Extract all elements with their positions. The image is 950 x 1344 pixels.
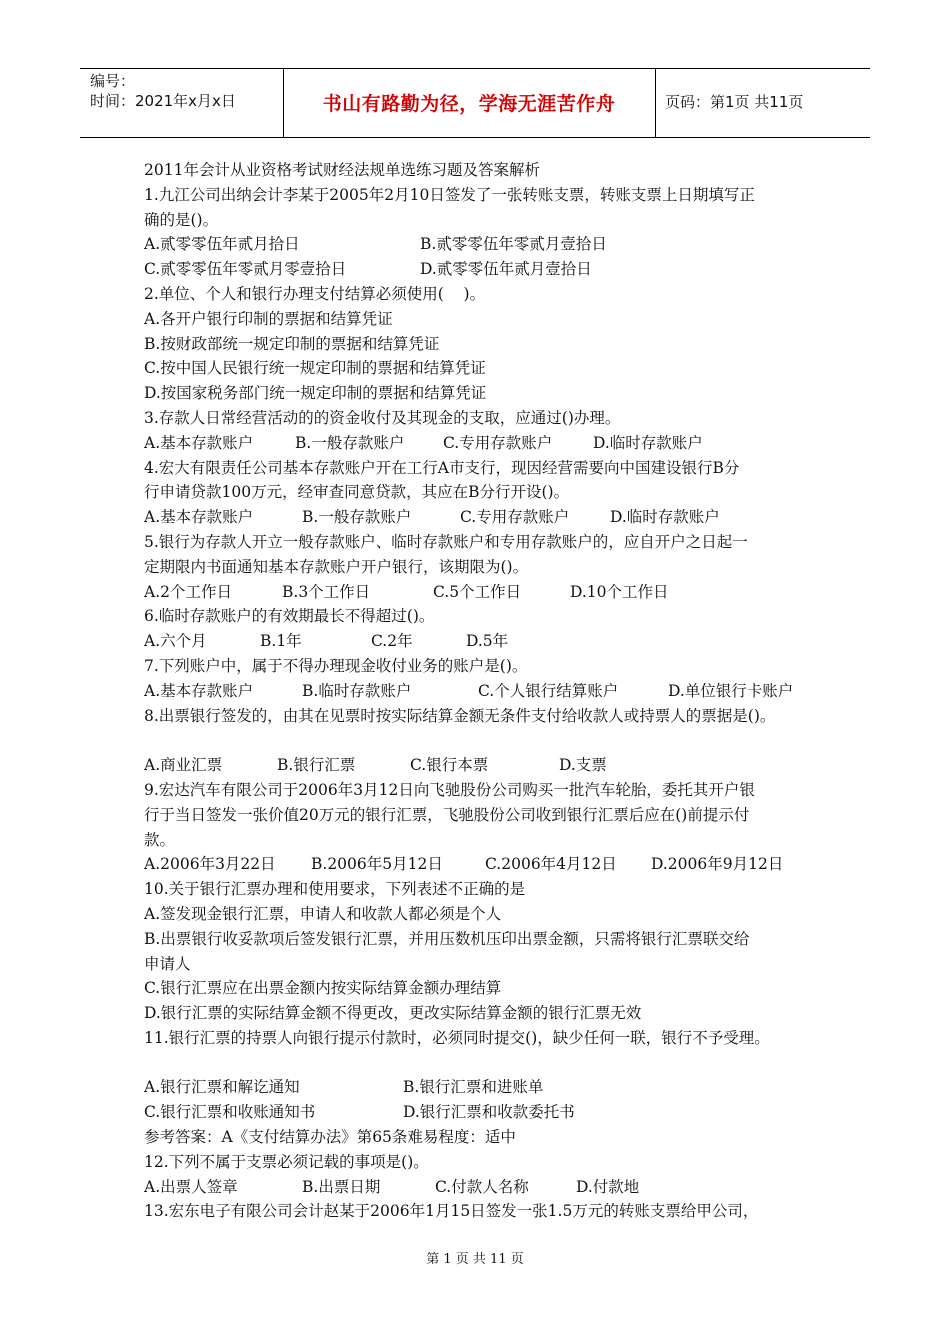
option-a: A.基本存款账户 <box>144 508 254 527</box>
document-title: 2011年会计从业资格考试财经法规单选练习题及答案解析 <box>144 161 540 179</box>
question-3: 3.存款人日常经营活动的的资金收付及其现金的支取，应通过()办理。 <box>144 408 621 427</box>
question-2: 2.单位、个人和银行办理支付结算必须使用( )。 <box>144 284 486 303</box>
question-9-options <box>144 852 824 877</box>
blank-line <box>144 1051 824 1076</box>
question-9-cont: 行于当日签发一张价值20万元的银行汇票，飞驰股份公司收到银行汇票后应在()前提示付 <box>144 805 750 824</box>
question-6-options <box>144 629 824 654</box>
option-b: B.出票日期 <box>302 1177 381 1196</box>
option-b: B.2006年5月12日 <box>311 855 443 874</box>
question-5-options <box>144 580 824 605</box>
date-label: 时间：2021年x月x日 <box>90 92 236 110</box>
question-11-options <box>144 1100 824 1125</box>
option-c: C.银行汇票和收账通知书 <box>144 1103 316 1122</box>
option-d: D.10个工作日 <box>570 582 669 601</box>
option-d: D.贰零零伍年贰月壹拾日 <box>420 260 592 279</box>
option-b: B.银行汇票 <box>277 756 356 775</box>
option-d: D.2006年9月12日 <box>651 855 784 874</box>
number-label: 编号： <box>90 72 136 90</box>
option-c: C.2006年4月12日 <box>485 855 617 874</box>
page-header <box>80 68 870 138</box>
question-11: 11.银行汇票的持票人向银行提示付款时，必须同时提交()，缺少任何一联，银行不予受理。 <box>144 1028 770 1047</box>
question-13: 13.宏东电子有限公司会计赵某于2006年1月15日签发一张1.5万元的转账支票给甲公司， <box>144 1202 759 1221</box>
option-a: A.贰零零伍年贰月拾日 <box>144 235 300 254</box>
question-4: 4.宏大有限责任公司基本存款账户开在工行A市支行，现因经营需要向中国建设银行B分 <box>144 458 740 477</box>
blank-line <box>144 728 824 753</box>
question-5: 5.银行为存款人开立一般存款账户、临时存款账户和专用存款账户的，应自开户之日起一 <box>144 532 748 551</box>
option-c: C.专用存款账户 <box>443 433 553 452</box>
header-left <box>90 71 236 111</box>
option-a: A.六个月 <box>144 632 207 651</box>
option-b: B.3个工作日 <box>282 582 371 601</box>
question-8-options <box>144 753 824 778</box>
option-d: D.支票 <box>559 756 607 775</box>
header-divider <box>655 69 656 137</box>
question-4-cont: 行申请贷款100万元，经审查同意贷款，其应在B分行开设()。 <box>144 483 570 502</box>
option-a: A.2个工作日 <box>144 582 232 601</box>
option-c: C.贰零零伍年零贰月零壹拾日 <box>144 260 347 279</box>
option-b: B.临时存款账户 <box>302 681 412 700</box>
question-7: 7.下列账户中，属于不得办理现金收付业务的账户是()。 <box>144 656 528 675</box>
option-b-cont: 申请人 <box>144 954 191 973</box>
reference-answer: 参考答案：A《支付结算办法》第65条难易程度：适中 <box>144 1128 516 1147</box>
option-c: C.银行汇票应在出票金额内按实际结算金额办理结算 <box>144 979 502 998</box>
question-8: 8.出票银行签发的，由其在见票时按实际结算金额无条件支付给收款人或持票人的票据是()。 <box>144 706 776 725</box>
option-a: A.银行汇票和解讫通知 <box>144 1078 300 1097</box>
option-a: A.商业汇票 <box>144 756 223 775</box>
option-c: C.银行本票 <box>410 756 489 775</box>
option-d: D.单位银行卡账户 <box>668 681 794 700</box>
question-5-cont: 定期限内书面通知基本存款账户开户银行，该期限为()。 <box>144 557 529 576</box>
option-a: A.签发现金银行汇票，申请人和收款人都必须是个人 <box>144 904 502 923</box>
option-d: D.临时存款账户 <box>610 508 720 527</box>
option-b: B.1年 <box>260 632 302 651</box>
option-c: C.个人银行结算账户 <box>478 681 619 700</box>
header-motto: 书山有路勤为径，学海无涯苦作舟 <box>322 93 616 115</box>
option-d: D.临时存款账户 <box>593 433 703 452</box>
document-body <box>144 158 824 1224</box>
option-a: A.各开户银行印制的票据和结算凭证 <box>144 309 393 328</box>
question-7-options <box>144 679 824 704</box>
question-11-options <box>144 1075 824 1100</box>
question-12-options <box>144 1175 824 1200</box>
option-b: B.银行汇票和进账单 <box>403 1078 544 1097</box>
option-b: B.出票银行收妥款项后签发银行汇票，并用压数机压印出票金额，只需将银行汇票联交给 <box>144 929 750 948</box>
option-d: D.5年 <box>466 632 509 651</box>
option-b: B.一般存款账户 <box>302 508 412 527</box>
option-d: D.银行汇票和收款委托书 <box>403 1103 575 1122</box>
option-b: B.贰零零伍年零贰月壹拾日 <box>420 235 607 254</box>
option-c: C.按中国人民银行统一规定印制的票据和结算凭证 <box>144 359 486 378</box>
option-a: A.基本存款账户 <box>144 681 254 700</box>
option-a: A.出票人签章 <box>144 1177 238 1196</box>
option-a: A.基本存款账户 <box>144 433 254 452</box>
question-9-cont: 款。 <box>144 830 176 849</box>
option-d: D.银行汇票的实际结算金额不得更改，更改实际结算金额的银行汇票无效 <box>144 1004 642 1023</box>
question-12: 12.下列不属于支票必须记载的事项是()。 <box>144 1152 429 1171</box>
header-page-info: 页码：第1页 共11页 <box>665 93 804 111</box>
question-9: 9.宏达汽车有限公司于2006年3月12日向飞驰股份公司购买一批汽车轮胎，委托其开户银 <box>144 780 755 799</box>
question-4-options <box>144 505 824 530</box>
question-10: 10.关于银行汇票办理和使用要求，下列表述不正确的是 <box>144 880 526 899</box>
option-a: A.2006年3月22日 <box>144 855 276 874</box>
option-b: B.一般存款账户 <box>295 433 405 452</box>
question-6: 6.临时存款账户的有效期最长不得超过()。 <box>144 607 435 626</box>
question-1-options <box>144 232 824 257</box>
option-c: C.5个工作日 <box>433 582 522 601</box>
option-b: B.按财政部统一规定印制的票据和结算凭证 <box>144 334 440 353</box>
question-1-options <box>144 257 824 282</box>
option-d: D.付款地 <box>576 1177 640 1196</box>
question-1: 1.九江公司出纳会计李某于2005年2月10日签发了一张转账支票，转账支票上日期填写正 <box>144 185 755 204</box>
question-3-options <box>144 431 824 456</box>
option-d: D.按国家税务部门统一规定印制的票据和结算凭证 <box>144 384 487 403</box>
option-c: C.付款人名称 <box>435 1177 529 1196</box>
question-1-cont: 确的是()。 <box>144 210 219 229</box>
page-footer: 第 1 页 共 11 页 <box>426 1252 524 1267</box>
option-c: C.2年 <box>371 632 413 651</box>
option-c: C.专用存款账户 <box>460 508 570 527</box>
